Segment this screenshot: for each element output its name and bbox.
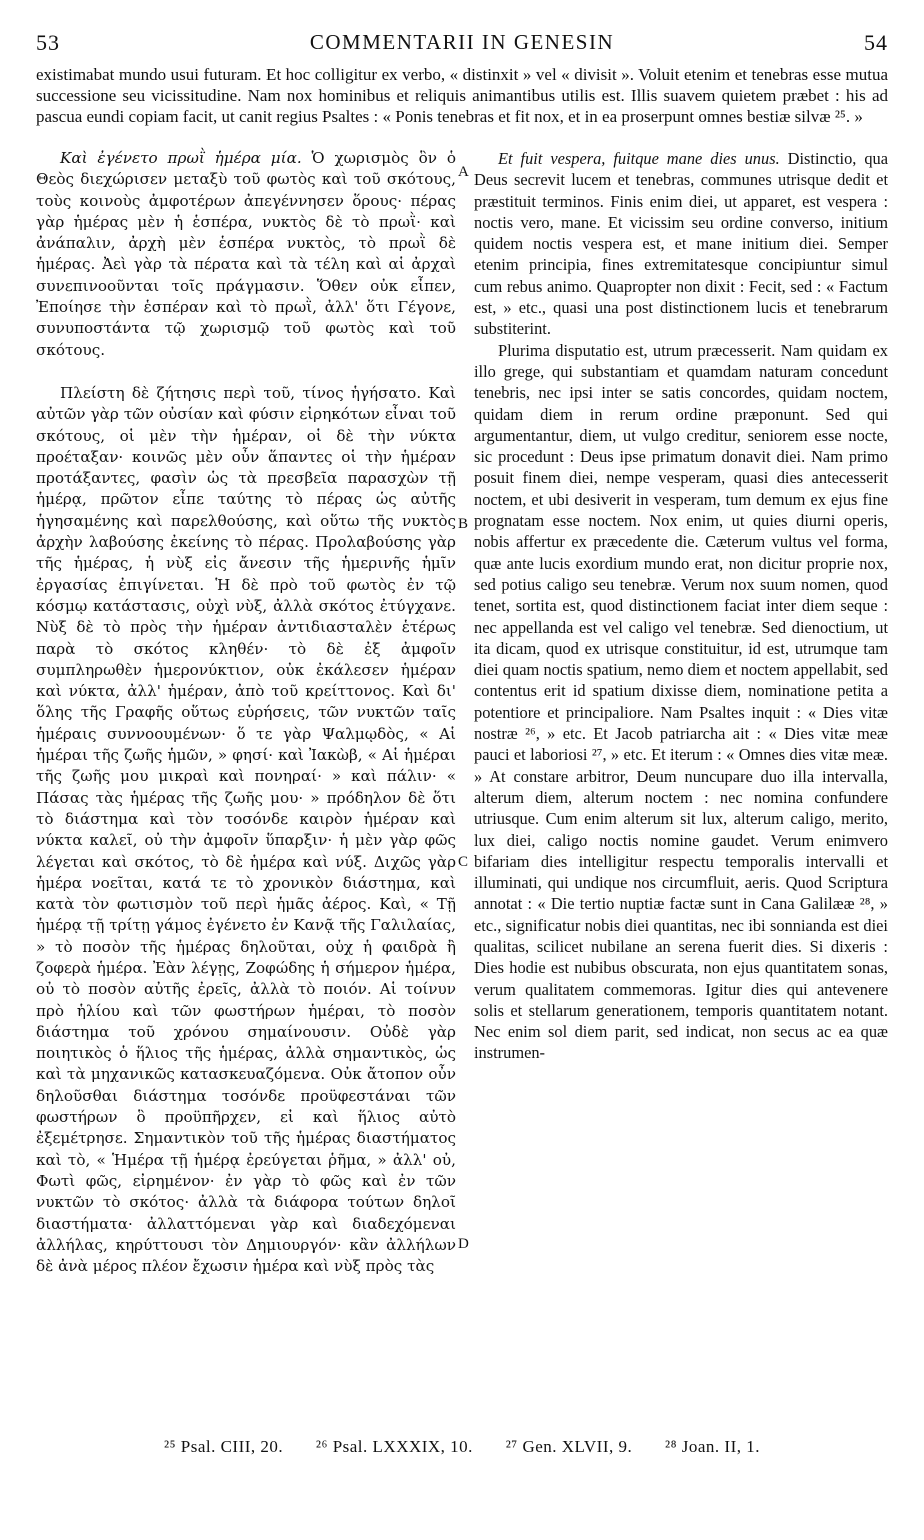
running-header	[36, 30, 888, 60]
greek-paragraph-1	[36, 148, 456, 361]
running-title: COMMENTARII IN GENESIN	[309, 30, 615, 54]
latin-paragraph-1-text: Distinctio, qua Deus secrevit lucem et tenebras, communes utrisque dedit et præstituit terminos. Finis enim diei, ut apparet, est vespera : noctis vero, mane. Et vicissim seu ordine converso, initium quidem noctis vespera est, et mane initium diei. Semper etenim principia, fines extremitatesque concipiuntur simul cum rebus animo. Quapropter non dixit : Fecit, sed : « Factum est, » etc., quasi una post distinctionem lucis et tenebrarum substiterint.	[474, 149, 888, 339]
footnote-28: ²⁸ Joan. II, 1.	[664, 1437, 760, 1456]
section-marker-d: D	[458, 1236, 469, 1252]
page-number-right: 54	[864, 30, 888, 55]
page-number-left: 53	[36, 30, 60, 55]
greek-column	[36, 148, 456, 1277]
footnote-26: ²⁶ Psal. LXXXIX, 10.	[315, 1437, 473, 1456]
latin-lemma: Et fuit vespera, fuitque mane dies unus.	[498, 149, 780, 168]
greek-lemma: Καὶ ἐγένετο πρωῒ ἡμέρα μία.	[60, 149, 302, 167]
section-marker-b: B	[458, 516, 469, 532]
latin-column	[474, 148, 888, 1064]
greek-paragraph-1-text: Ὁ χωρισμὸς ὃν ὁ Θεὸς διεχώρισεν μεταξὺ τοῦ φωτὸς καὶ τοῦ σκότους, τοὺς κοινοὺς ἀμφοτέρων ἀπεγέννησεν ὅρους· πέρας γὰρ ἡμέρας μὲν ἡ ἑσπέρα, νυκτὸς δὲ τὸ πρωῒ· καὶ ἀνάπαλιν, ἀρχὴ μὲν ἑσπέρα νυκτὸς, τὸ πρωῒ δὲ ἡμέρας. Ἀεὶ γὰρ τὰ πέρατα καὶ τὰ τέλη καὶ αἱ ἀρχαὶ συνεπινοοῦνται τοῖς πράγμασιν. Ὅθεν οὐκ εἶπεν, Ἐποίησε τὴν ἑσπέραν καὶ τὸ πρωῒ, ἀλλ' ὅτι Γέγονε, συνυποστάντα τῷ χωρισμῷ τοῦ φωτὸς καὶ τοῦ σκότους.	[36, 149, 456, 359]
footnotes	[36, 1437, 888, 1457]
footnote-27: ²⁷ Gen. XLVII, 9.	[505, 1437, 633, 1456]
greek-paragraph-2: Πλείστη δὲ ζήτησις περὶ τοῦ, τίνος ἡγήσατο. Καὶ αὐτῶν γὰρ τῶν οὐσίαν καὶ φύσιν εἰρηκότων εἶναι τοῦ σκότους, οἱ μὲν τὴν ἡμέραν, οἱ δὲ τὴν νύκτα προέταξαν· κοινῶς μὲν οὖν ἅπαντες οἱ τὴν ἡμέραν προτάξαντες, φασὶν ὡς τὰ πρεσβεῖα παρασχὼν τῇ ἡμέρᾳ, πρῶτον εἶπε ταύτης τὸ πέρας ὡς αὐτῆς ἡγησαμένης καὶ παρελθούσης, καὶ οὕτω τῆς νυκτὸς ἀρχὴν λαβούσης ἐκείνης τὸ πέρας. Προλαβούσης γὰρ τῆς ἡμέρας, ἡ νὺξ εἰς ἄνεσιν τῆς ἡμερινῆς ἡμῖν ἐργασίας ἐπιγίνεται. Ἡ δὲ πρὸ τοῦ φωτὸς ἐν τῷ κόσμῳ κατάστασις, οὐχὶ νὺξ, ἀλλὰ σκότος ἐτύγχανε. Νὺξ δὲ τὸ πρὸς τὴν ἡμέραν ἀντιδιασταλὲν ἑτέρως παρὰ τὸ σκότος κληθέν· τὸ δὲ ἐξ ἀμφοῖν συμπληρωθὲν ἡμερονύκτιον, οὐκ ἐκάλεσεν ἡμέραν καὶ νύκτα, ἀλλ' ἡμέραν, ἀπὸ τοῦ κρείττονος. Καὶ δι' ὅλης τῆς Γραφῆς οὕτως εὑρήσεις, τῶν νυκτῶν ταῖς ἡμέραις συννοουμένων· ὅ τε γὰρ Ψαλμῳδὸς, « Αἱ ἡμέραι τῆς ζωῆς ἡμῶν, » φησί· καὶ Ἰακὼβ, « Αἱ ἡμέραι τῆς ζωῆς μου μικραὶ καὶ πονηραί· » καὶ πάλιν· « Πάσας τὰς ἡμέρας τῆς ζωῆς μου· » πρόδηλον δὲ ὅτι τὸ διάστημα καὶ τὸν τοσόνδε καιρὸν ἡμέραν καὶ νύκτα καλεῖ, οὐ τὴν ἀμφοῖν ὕπαρξιν· ἡ μὲν γὰρ φῶς λέγεται καὶ σκότος, τὸ δὲ ἡμέρα καὶ νύξ. Διχῶς γὰρ ἡμέρα νοεῖται, κατά τε τὸ χρονικὸν διάστημα, καὶ κατὰ τὸν φωτισμὸν τοῦ περὶ ἡμᾶς ἀέρος. Καὶ, « Τῇ ἡμέρᾳ τῇ τρίτῃ γάμος ἐγένετο ἐν Κανᾷ τῆς Γαλιλαίας, » τὸ ποσὸν τῆς ἡμέρας δηλοῦται, οὐχ ἡ φαιδρὰ ἢ ζοφερὰ ἡμέρα. Ἐὰν λέγῃς, Ζοφώδης ἡ σήμερον ἡμέρα, οὐ τὸ ποσὸν αὐτῆς ἐρεῖς, ἀλλὰ τὸ ποιόν. Αἱ τοίνυν πρὸ ἡλίου καὶ τῶν φωστήρων ἡμέραι, τὸ ποσὸν διάστημα τοῦ χρόνου σημαίνουσιν. Οὐδὲ γὰρ ποιητικὸς ὁ ἥλιος τῆς ἡμέρας, ἀλλὰ σημαντικὸς, ὡς καὶ τὰ μηχανικῶς κατασκευαζόμενα. Οὐκ ἄτοπον οὖν δηλοῦσθαι διάστημα τοσόνδε προϋφεστάναι τῶν φωστήρων ὃ προϋπῆρχεν, εἰ καὶ ἥλιος αὐτὸ ἐξεμέτρησε. Σημαντικὸν τοῦ τῆς ἡμέρας διαστήματος καὶ τὸ, « Ἡμέρα τῇ ἡμέρᾳ ἐρεύγεται ῥῆμα, » ἀλλ' οὐ, Φωτὶ φῶς, εἰρημένον· ἐν γὰρ τὸ φῶς καὶ ἐν τῶν νυκτῶν τὸ σκότος· ἀλλὰ τὰ διάφορα τούτων δηλοῖ διαστήματα· ἀλλαττόμεναι γὰρ καὶ διαδεχόμεναι ἀλλήλας, κηρύττουσι τὸν Δημιουργόν· κἂν ἀλλήλων δὲ ἀνὰ μέρος πλέον ἔχωσιν ἡμέρα καὶ νὺξ πρὸς τὰς	[36, 383, 456, 1276]
latin-paragraph-2: Plurima disputatio est, utrum præcesserit. Nam quidam ex illo grege, qui substantiam et quamdam naturam concedunt tenebris, nec ipsi inter se satis concordes, quidam noctem, quidam diem in rerum ordine præponunt. Sed qui argumentantur, diem, ut vulgo creditur, seniorem esse nocte, sic procedunt : Deus ipse primatum donavit diei. Nam primo posuit finem diei, nempe vesperam, quasi dies antecesserit noctem, et ubi desiverit in vesperam, tum demum ex ejus fine prognatam esse noctem. Nox enim, ut quies diurni operis, nobis affertur ex præcedente die. Cæterum vultus vel forma, quæ ante lucis exordium mundo erat, non dicitur proprie nox, sed potius caligo seu tenebræ. Verum nox suum nomen, quod tenet, sortita est, quod distinctionem faciat inter diem seque : nec appellanda est vel caligo vel tenebræ. Sed dienoctium, ut ita dicam, quod ex utrisque constituitur, id est, utrumque tam diei quam noctis spatium, nemo diem et noctem appellabit, sed contentus erit id spatium dixisse diem, nominatione petita a potentiore et principaliore. Nam Psaltes inquit : « Dies vitæ nostræ ²⁶, » etc. Et Jacob patriarcha ait : « Dies vitæ meæ pauci et laboriosi ²⁷, » etc. Et iterum : « Omnes dies vitæ meæ. » At constare arbitror, Deum nuncupare duo illa intervalla, alterum diem, alterum noctem : nec nomina confundere utriusque. Cum enim alterum sit lux, alterum caligo, merito, lux diei, caligo noctis nomine gaudet. Verum enimvero bifariam dies intelligitur respectu temporalis intervalli et illuminati, qui undique nos circumfluit, aeris. Quod Scriptura annotat : « Die tertio nuptiæ factæ sunt in Cana Galilææ ²⁸, » etc., significatur nobis diei quantitas, nec ibi sonnianda est diei qualitas, scilicet nubilane an serena fuerit dies. Si dixeris : Dies hodie est nubibus obscurata, non ejus quantitatem sonas, verum qualitatem commemoras. Igitur dies qui antevenere solis et stellarum generationem, temporis quantitatem notant. Nec enim sol diem parit, sed indicat, non secus ac ea quæ instrumen-	[474, 340, 888, 1063]
section-marker-a: A	[458, 164, 469, 180]
intro-paragraph	[36, 64, 888, 127]
latin-paragraph-1	[474, 148, 888, 340]
intro-text: existimabat mundo usui futuram. Et hoc colligitur ex verbo, « distinxit » vel « divisit ». Voluit etenim et tenebras esse mutua successione seu vicissitudine. Nam nox hominibus et reliquis animantibus utilis est. Illis suavem quietem præbet : his ad pascua eundi copiam facit, ut canit regius Psaltes : « Ponis tenebras et fit nox, et in ea proserpunt omnes bestiæ silvæ ²⁵. »	[36, 65, 888, 126]
section-marker-c: C	[458, 854, 469, 870]
footnote-25: ²⁵ Psal. CIII, 20.	[163, 1437, 284, 1456]
